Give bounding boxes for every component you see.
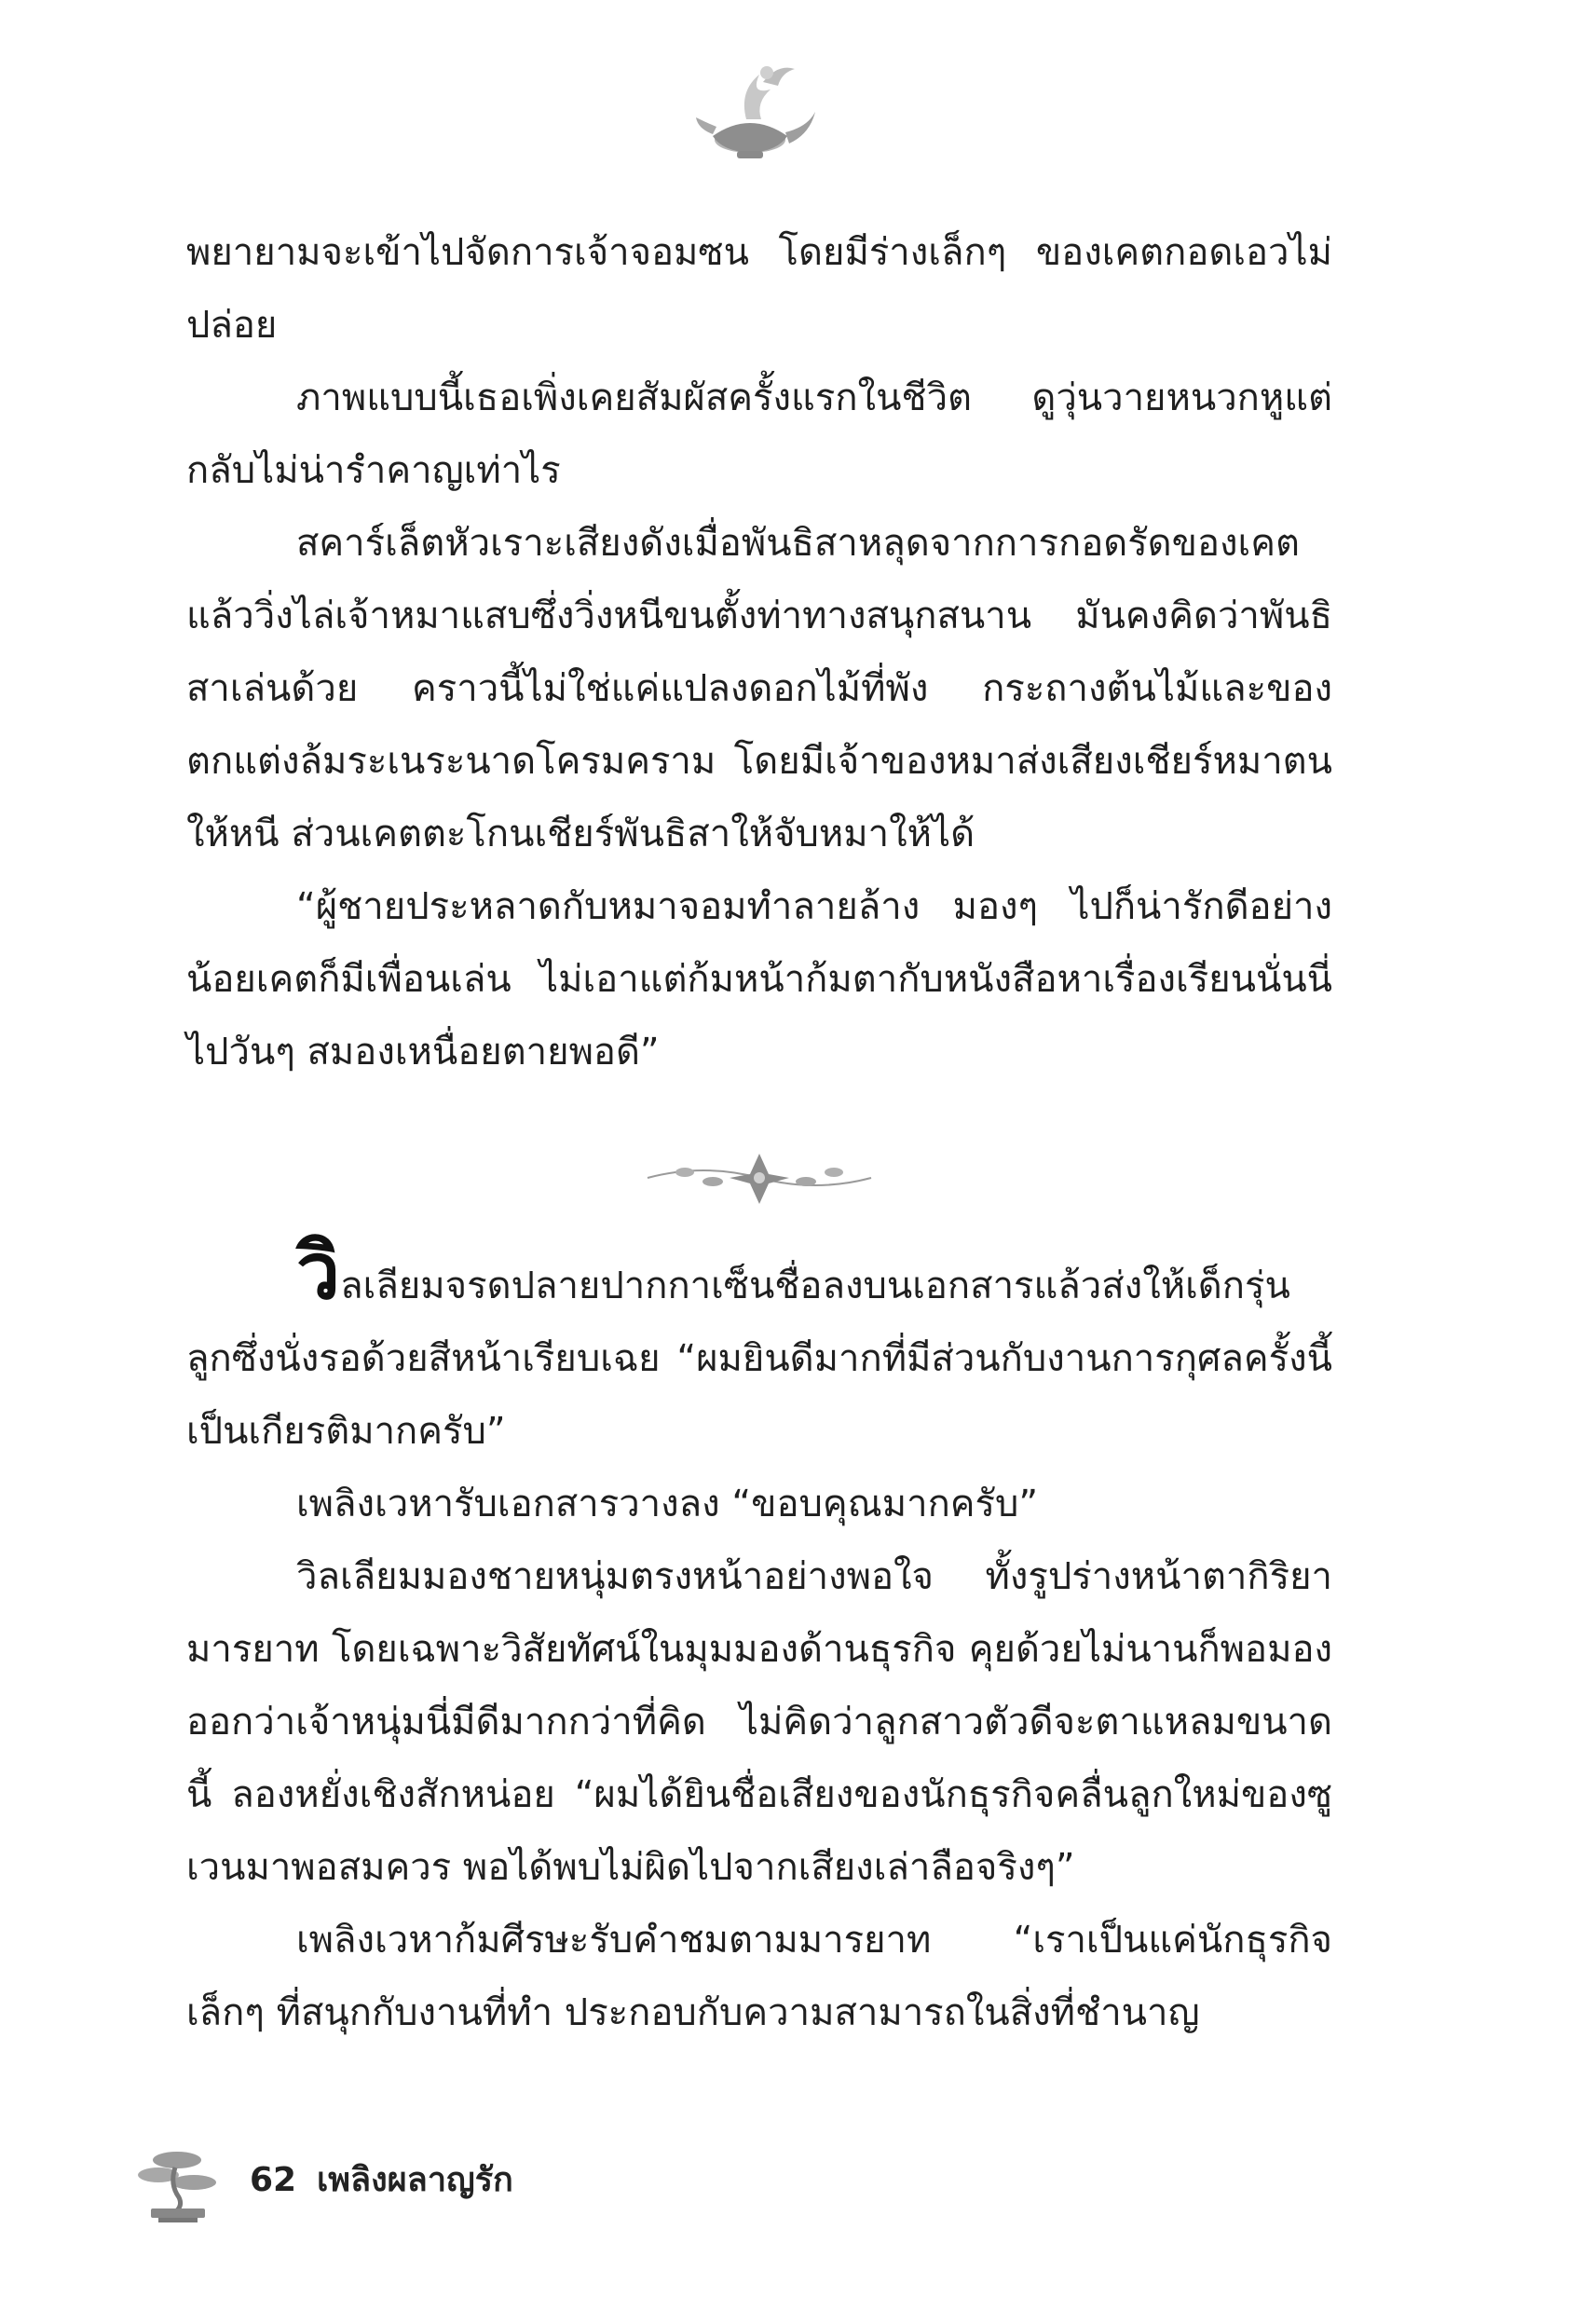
paragraph: เพลิงเวหารับเอกสารวางลง “ขอบคุณมากครับ” — [296, 1483, 1039, 1525]
bonsai-tree-icon — [130, 2143, 224, 2223]
paragraph-text: ลเลียมจรดปลายปากกาเซ็นชื่อลงบนเอกสารแล้วส่งให้เด็กรุ่นลูกซึ่งนั่งรอด้วยสีหน้าเรียบเฉย “ผมยินดีมากที่มีส่วนกับงานการกุศลครั้งนี้ เป็นเกียรติมากครับ” — [186, 1265, 1332, 1453]
section-two — [186, 1225, 1332, 2049]
section-one — [186, 216, 1332, 1088]
paragraph: ภาพแบบนี้เธอเพิ่งเคยสัมผัสครั้งแรกในชีวิต ดูวุ่นวายหนวกหูแต่กลับไม่น่ารำคาญเท่าไร — [186, 376, 1332, 492]
body-text — [186, 216, 1332, 2049]
paragraph: “ผู้ชายประหลาดกับหมาจอมทำลายล้าง มองๆ ไปก็น่ารักดีอย่างน้อยเคตก็มีเพื่อนเล่น ไม่เอาแต่ก้มหน้าก้มตากับหนังสือหาเรื่องเรียนนั่นนี่ไปวันๆ สมองเหนื่อยตายพอดี” — [186, 885, 1332, 1073]
drop-cap: วิ — [296, 1225, 341, 1317]
paragraph — [186, 1225, 1332, 1468]
paragraph: สคาร์เล็ตหัวเราะเสียงดังเมื่อพันธิสาหลุดจากการกอดรัดของเคตแล้ววิ่งไล่เจ้าหมาแสบซึ่งวิ่งหนีขนตั้งท่าทางสนุกสนาน มันคงคิดว่าพันธิสาเล่นด้วย คราวนี้ไม่ใช่แค่แปลงดอกไม้ที่พัง กระถางต้นไม้และของตกแต่งล้มระเนระนาดโครมคราม โดยมีเจ้าของหมาส่งเสียงเชียร์หมาตนให้หนี ส่วนเคตตะโกนเชียร์พันธิสาให้จับหมาให้ได้ — [186, 522, 1332, 855]
page-number: 62 — [250, 2161, 297, 2199]
floral-divider-icon — [638, 1144, 880, 1210]
paragraph: เพลิงเวหาก้มศีรษะรับคำชมตามมารยาท “เราเป็นแค่นักธุรกิจเล็กๆ ที่สนุกกับงานที่ทำ ประกอบกับความสามารถในสิ่งที่ชำนาญ — [186, 1919, 1332, 2034]
paragraph: วิลเลียมมองชายหนุ่มตรงหน้าอย่างพอใจ ทั้งรูปร่างหน้าตากิริยามารยาท โดยเฉพาะวิสัยทัศน์ในมุมมองด้านธุรกิจ คุยด้วยไม่นานก็พอมองออกว่าเจ้าหนุ่มนี่มีดีมากกว่าที่คิด ไม่คิดว่าลูกสาวตัวดีจะตาแหลมขนาดนี้ ลองหยั่งเชิงสักหน่อย “ผมได้ยินชื่อเสียงของนักธุรกิจคลื่นลูกใหม่ของซูเวนมาพอสมควร พอได้พบไม่ผิดไปจากเสียงเล่าลือจริงๆ” — [186, 1555, 1332, 1889]
page-footer — [130, 2143, 689, 2227]
book-title: เพลิงผลาญรัก — [317, 2161, 513, 2199]
genie-lamp-icon — [685, 54, 825, 166]
paragraph: พยายามจะเข้าไปจัดการเจ้าจอมซน โดยมีร่างเล็กๆ ของเคตกอดเอวไม่ปล่อย — [186, 231, 1332, 347]
